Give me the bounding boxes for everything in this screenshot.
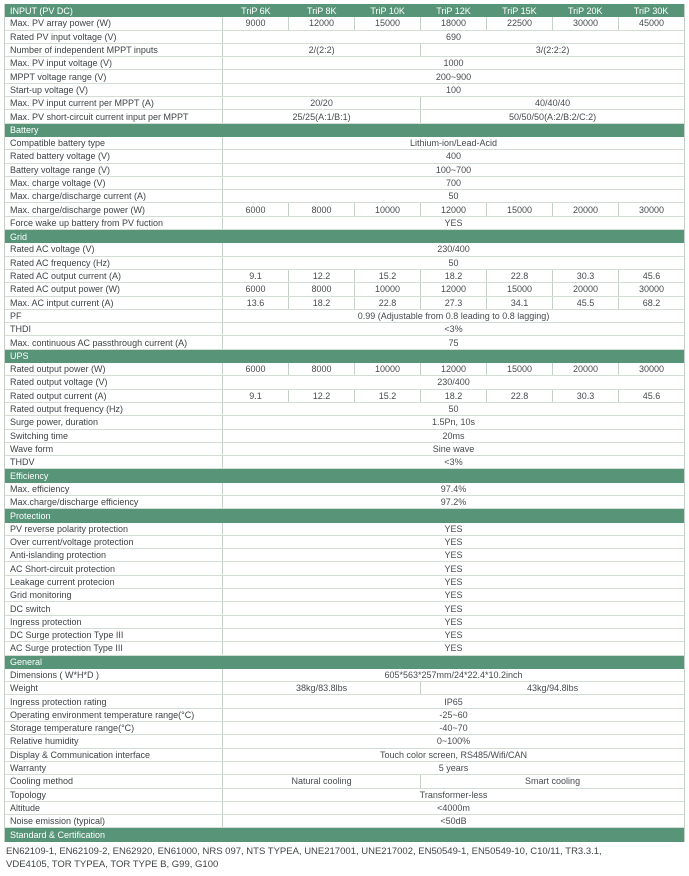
spec-value-cell: 6000 xyxy=(223,283,289,295)
spec-label: Max. PV input voltage (V) xyxy=(5,57,223,69)
spec-label: Noise emission (typical) xyxy=(5,815,223,827)
spec-row xyxy=(5,84,684,97)
spec-row xyxy=(5,443,684,456)
section-title: INPUT (PV DC) xyxy=(10,5,73,16)
spec-label: Anti-islanding protection xyxy=(5,549,223,561)
spec-row xyxy=(5,403,684,416)
section-title: General xyxy=(10,657,43,668)
spec-value-cell: 100 xyxy=(445,84,462,95)
spec-value-cell: 9.1 xyxy=(223,270,289,282)
spec-value-cell: YES xyxy=(444,576,463,587)
spec-label: Wave form xyxy=(5,443,223,455)
spec-value-cell: 45.6 xyxy=(642,271,661,282)
spec-row xyxy=(5,456,684,469)
spec-value-cell: 12000 xyxy=(421,363,487,375)
spec-value-cell: 50/50/50(A:2/B:2/C:2) xyxy=(509,111,597,122)
spec-row xyxy=(5,390,684,403)
spec-value-cell: Natural cooling xyxy=(223,775,421,787)
spec-row xyxy=(5,523,684,536)
spec-value-cell: 12000 xyxy=(289,17,355,29)
model-column-header: TriP 20K xyxy=(567,5,603,16)
spec-label: Grid monitoring xyxy=(5,589,223,601)
section-header-grid xyxy=(5,230,684,243)
spec-value-cell: Touch color screen, RS485/Wifi/CAN xyxy=(379,749,528,760)
spec-value-cell: YES xyxy=(444,563,463,574)
spec-value-cell: 10000 xyxy=(355,283,421,295)
spec-row xyxy=(5,722,684,735)
spec-value-cell: 100~700 xyxy=(435,164,472,175)
spec-row xyxy=(5,789,684,802)
spec-row xyxy=(5,536,684,549)
model-column-header: TriP 8K xyxy=(307,5,337,16)
spec-value-cell: 20000 xyxy=(553,363,619,375)
spec-label: Topology xyxy=(5,789,223,801)
spec-row xyxy=(5,137,684,150)
spec-value-cell: 27.3 xyxy=(421,297,487,309)
spec-label: Operating environment temperature range(°C) xyxy=(5,709,223,721)
spec-value-cell: 3/(2:2:2) xyxy=(535,45,570,56)
spec-value-cell: 50 xyxy=(448,404,459,415)
spec-value-cell: 1.5Pn, 10s xyxy=(431,417,476,428)
spec-row xyxy=(5,97,684,110)
spec-label: Force wake up battery from PV fuction xyxy=(5,217,223,229)
spec-label: Leakage current protecion xyxy=(5,576,223,588)
spec-label: Rated PV input voltage (V) xyxy=(5,31,223,43)
spec-row xyxy=(5,562,684,575)
spec-value-cell: 45000 xyxy=(638,18,665,29)
model-columns xyxy=(223,4,684,17)
spec-row xyxy=(5,815,684,828)
spec-label: Max. charge/discharge current (A) xyxy=(5,190,223,202)
spec-label: Max. efficiency xyxy=(5,483,223,495)
spec-value-cell: YES xyxy=(444,603,463,614)
spec-value-cell: 18000 xyxy=(421,17,487,29)
spec-row xyxy=(5,164,684,177)
spec-value-cell: 22.8 xyxy=(487,390,553,402)
spec-value-cell: 12000 xyxy=(421,203,487,215)
spec-value-cell: 18.2 xyxy=(289,297,355,309)
section-title: Battery xyxy=(10,125,39,136)
spec-label: Rated output voltage (V) xyxy=(5,376,223,388)
spec-value-cell: 1000 xyxy=(443,58,464,69)
spec-label: Max.charge/discharge efficiency xyxy=(5,496,223,508)
spec-row xyxy=(5,323,684,336)
spec-value-cell: YES xyxy=(444,537,463,548)
spec-value-cell: Lithium-ion/Lead-Acid xyxy=(409,138,498,149)
spec-label: Warranty xyxy=(5,762,223,774)
spec-value-cell: YES xyxy=(444,643,463,654)
section-header-input-pv-dc xyxy=(5,4,684,17)
certification-line: VDE4105, TOR TYPEA, TOR TYPE B, G99, G100 xyxy=(6,859,219,871)
spec-value-cell: 15.2 xyxy=(355,270,421,282)
spec-row xyxy=(5,31,684,44)
spec-value-cell: YES xyxy=(444,550,463,561)
spec-table xyxy=(4,4,685,842)
spec-value-cell: 700 xyxy=(445,178,462,188)
spec-value-cell: 43kg/94.8lbs xyxy=(527,683,579,694)
spec-row xyxy=(5,270,684,283)
spec-row xyxy=(5,775,684,788)
spec-value-cell: 15000 xyxy=(487,283,553,295)
section-header-general xyxy=(5,656,684,669)
spec-row xyxy=(5,496,684,509)
spec-label: Rated AC voltage (V) xyxy=(5,243,223,255)
spec-row xyxy=(5,709,684,722)
spec-row xyxy=(5,150,684,163)
spec-value-cell: 230/400 xyxy=(437,377,470,388)
spec-label: Rated AC output power (W) xyxy=(5,283,223,295)
spec-value-cell: 97.4% xyxy=(440,483,467,494)
spec-value-cell: 6000 xyxy=(223,363,289,375)
spec-label: Display & Communication interface xyxy=(5,749,223,761)
spec-value-cell: YES xyxy=(444,217,463,228)
spec-label: Max. PV short-circuit current input per MPPT xyxy=(5,110,223,122)
spec-label: PV reverse polarity protection xyxy=(5,523,223,535)
spec-row xyxy=(5,363,684,376)
spec-label: Max. AC intput current (A) xyxy=(5,297,223,309)
spec-value-cell: 15000 xyxy=(355,17,421,29)
spec-label: Max. charge/discharge power (W) xyxy=(5,203,223,215)
spec-value-cell: 8000 xyxy=(289,363,355,375)
spec-label: Rated output current (A) xyxy=(5,390,223,402)
spec-row xyxy=(5,376,684,389)
spec-value-cell: 0.99 (Adjustable from 0.8 leading to 0.8 lagging) xyxy=(357,310,550,321)
spec-value-cell: 30000 xyxy=(638,204,665,215)
spec-row xyxy=(5,203,684,216)
spec-value-cell: 25/25(A:1/B:1) xyxy=(223,110,421,122)
spec-row xyxy=(5,70,684,83)
spec-value-cell: 2/(2:2) xyxy=(223,44,421,56)
spec-value-cell: 30.3 xyxy=(553,390,619,402)
spec-value-cell: 22.8 xyxy=(355,297,421,309)
spec-row xyxy=(5,642,684,655)
spec-value-cell: 15000 xyxy=(487,203,553,215)
spec-row xyxy=(5,695,684,708)
spec-label: AC Surge protection Type III xyxy=(5,642,223,654)
spec-value-cell: 68.2 xyxy=(642,297,661,308)
spec-row xyxy=(5,430,684,443)
spec-value-cell: 20000 xyxy=(553,203,619,215)
spec-row xyxy=(5,576,684,589)
spec-value-cell: 8000 xyxy=(289,283,355,295)
model-column-header: TriP 6K xyxy=(241,5,271,16)
spec-label: Battery voltage range (V) xyxy=(5,164,223,176)
spec-label: Relative humidity xyxy=(5,735,223,747)
certification-text xyxy=(4,842,685,872)
spec-row xyxy=(5,616,684,629)
spec-row xyxy=(5,682,684,695)
spec-label: MPPT voltage range (V) xyxy=(5,70,223,82)
spec-row xyxy=(5,310,684,323)
spec-label: Cooling method xyxy=(5,775,223,787)
model-column-header: TriP 12K xyxy=(436,5,471,16)
spec-value-cell: 10000 xyxy=(355,203,421,215)
spec-row xyxy=(5,283,684,296)
spec-value-cell: Transformer-less xyxy=(419,789,488,800)
spec-row xyxy=(5,44,684,57)
spec-row xyxy=(5,243,684,256)
spec-value-cell: -40~70 xyxy=(439,723,468,734)
spec-label: Max. PV input current per MPPT (A) xyxy=(5,97,223,109)
section-title: Grid xyxy=(10,231,28,242)
spec-label: DC Surge protection Type III xyxy=(5,629,223,641)
spec-value-cell: 75 xyxy=(448,337,459,348)
spec-value-cell: 400 xyxy=(445,151,462,162)
section-title: UPS xyxy=(10,351,29,362)
spec-value-cell: 690 xyxy=(445,31,462,42)
spec-label: DC switch xyxy=(5,602,223,614)
spec-value-cell: IP65 xyxy=(444,696,463,707)
spec-row xyxy=(5,336,684,349)
spec-row xyxy=(5,802,684,815)
section-title: Protection xyxy=(10,510,51,521)
spec-value-cell: 12.2 xyxy=(289,390,355,402)
spec-row xyxy=(5,762,684,775)
section-title: Efficiency xyxy=(10,471,49,482)
spec-row xyxy=(5,602,684,615)
spec-value-cell: 34.1 xyxy=(487,297,553,309)
spec-value-cell: 22500 xyxy=(487,17,553,29)
spec-value-cell: 9000 xyxy=(223,17,289,29)
spec-label: Weight xyxy=(5,682,223,694)
spec-row xyxy=(5,749,684,762)
spec-label: Start-up voltage (V) xyxy=(5,84,223,96)
spec-value-cell: 22.8 xyxy=(487,270,553,282)
spec-value-cell: YES xyxy=(444,523,463,534)
spec-value-cell: 12.2 xyxy=(289,270,355,282)
spec-row xyxy=(5,110,684,123)
spec-value-cell: 97.2% xyxy=(440,497,467,508)
spec-row xyxy=(5,589,684,602)
spec-row xyxy=(5,549,684,562)
section-header-ups xyxy=(5,350,684,363)
spec-value-cell: 15000 xyxy=(487,363,553,375)
spec-value-cell: 30000 xyxy=(638,364,665,375)
section-header-battery xyxy=(5,124,684,137)
spec-value-cell: 200~900 xyxy=(435,71,472,82)
spec-value-cell: 9.1 xyxy=(223,390,289,402)
spec-row xyxy=(5,416,684,429)
spec-label: THDV xyxy=(5,456,223,468)
spec-value-cell: Smart cooling xyxy=(525,776,581,787)
spec-value-cell: 20000 xyxy=(553,283,619,295)
spec-value-cell: 20ms xyxy=(442,430,465,441)
spec-value-cell: 0~100% xyxy=(436,736,471,747)
spec-value-cell: <3% xyxy=(444,457,463,468)
spec-value-cell: 30000 xyxy=(553,17,619,29)
spec-value-cell: 30.3 xyxy=(553,270,619,282)
spec-value-cell: Sine wave xyxy=(432,443,475,454)
spec-label: PF xyxy=(5,310,223,322)
spec-value-cell: 50 xyxy=(448,257,459,268)
spec-row xyxy=(5,257,684,270)
spec-row xyxy=(5,190,684,203)
spec-value-cell: 8000 xyxy=(289,203,355,215)
spec-value-cell: YES xyxy=(444,616,463,627)
spec-value-cell: 30000 xyxy=(638,284,665,295)
model-column-header: TriP 15K xyxy=(502,5,537,16)
spec-row xyxy=(5,17,684,30)
section-header-protection xyxy=(5,509,684,522)
spec-label: Altitude xyxy=(5,802,223,814)
spec-label: AC Short-circuit protection xyxy=(5,562,223,574)
spec-row xyxy=(5,297,684,310)
section-header-efficiency xyxy=(5,469,684,482)
spec-label: Compatible battery type xyxy=(5,137,223,149)
spec-label: Surge power, duration xyxy=(5,416,223,428)
spec-value-cell: 6000 xyxy=(223,203,289,215)
spec-label: Max. PV array power (W) xyxy=(5,17,223,29)
spec-label: Rated output power (W) xyxy=(5,363,223,375)
spec-value-cell: 10000 xyxy=(355,363,421,375)
certification-line: EN62109-1, EN62109-2, EN62920, EN61000, NRS 097, NTS TYPEA, UNE217001, UNE217002, EN50549-1, EN50549-10, C10/11, TR3.3.1, xyxy=(6,845,602,857)
spec-label: Rated AC frequency (Hz) xyxy=(5,257,223,269)
spec-value-cell: -25~60 xyxy=(439,709,468,720)
spec-row xyxy=(5,669,684,682)
spec-value-cell: 18.2 xyxy=(421,390,487,402)
spec-value-cell: 38kg/83.8lbs xyxy=(223,682,421,694)
spec-label: Dimensions ( W*H*D ) xyxy=(5,669,223,681)
spec-row xyxy=(5,629,684,642)
spec-label: Ingress protection rating xyxy=(5,695,223,707)
spec-row xyxy=(5,735,684,748)
spec-row xyxy=(5,217,684,230)
spec-value-cell: 20/20 xyxy=(223,97,421,109)
spec-label: Switching time xyxy=(5,430,223,442)
spec-value-cell: 50 xyxy=(448,191,459,202)
spec-value-cell: 605*563*257mm/24*22.4*10.2inch xyxy=(384,669,523,680)
spec-label: Rated AC output current (A) xyxy=(5,270,223,282)
section-header-standard-certification xyxy=(5,828,684,841)
spec-label: Number of independent MPPT inputs xyxy=(5,44,223,56)
section-title: Standard & Certification xyxy=(10,830,106,841)
spec-label: THDI xyxy=(5,323,223,335)
spec-value-cell: 5 years xyxy=(438,763,469,774)
spec-label: Rated output frequency (Hz) xyxy=(5,403,223,415)
model-column-header: TriP 10K xyxy=(370,5,405,16)
spec-value-cell: 15.2 xyxy=(355,390,421,402)
spec-row xyxy=(5,57,684,70)
spec-row xyxy=(5,177,684,190)
spec-value-cell: 18.2 xyxy=(421,270,487,282)
spec-value-cell: YES xyxy=(444,590,463,601)
spec-value-cell: 45.6 xyxy=(642,390,661,401)
spec-value-cell: 13.6 xyxy=(223,297,289,309)
model-column-header: TriP 30K xyxy=(633,5,669,16)
spec-label: Over current/voltage protection xyxy=(5,536,223,548)
spec-value-cell: 12000 xyxy=(421,283,487,295)
spec-value-cell: 45.5 xyxy=(553,297,619,309)
spec-label: Rated battery voltage (V) xyxy=(5,150,223,162)
spec-row xyxy=(5,483,684,496)
spec-label: Ingress protection xyxy=(5,616,223,628)
spec-value-cell: <50dB xyxy=(440,816,467,827)
spec-label: Max. charge voltage (V) xyxy=(5,177,223,189)
spec-label: Max. continuous AC passthrough current (A) xyxy=(5,336,223,348)
spec-value-cell: YES xyxy=(444,630,463,641)
spec-label: Storage temperature range(°C) xyxy=(5,722,223,734)
spec-value-cell: 40/40/40 xyxy=(535,98,571,109)
spec-value-cell: <4000m xyxy=(437,802,470,813)
spec-value-cell: 230/400 xyxy=(437,244,470,255)
spec-value-cell: <3% xyxy=(444,324,463,335)
